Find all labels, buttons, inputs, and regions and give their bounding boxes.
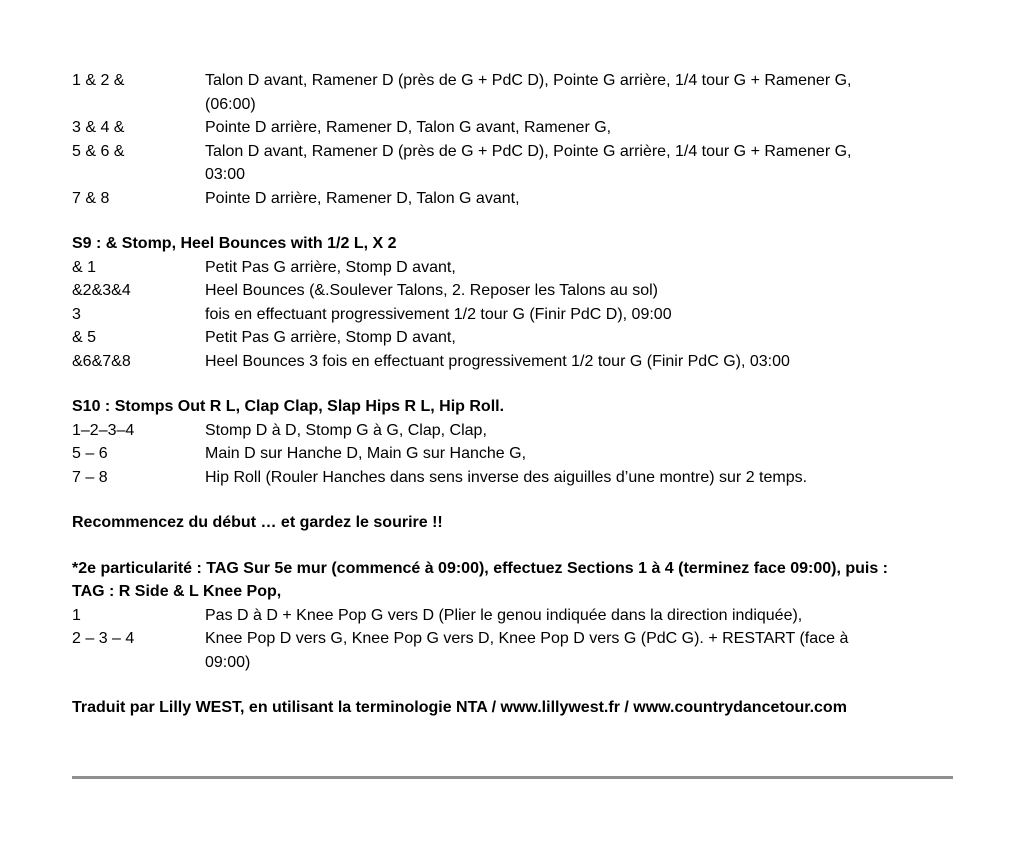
block-spacer xyxy=(72,489,1012,511)
step-count: &2&3&4 xyxy=(72,282,131,299)
block-spacer xyxy=(72,210,1012,232)
step-description: Talon D avant, Ramener D (près de G + PdC D), Pointe G arrière, 1/4 tour G + Ramener G, xyxy=(205,72,852,89)
step-description-continuation: (06:00) xyxy=(205,95,256,113)
bottom-divider xyxy=(72,776,953,779)
step-row xyxy=(72,69,1012,93)
step-description: Petit Pas G arrière, Stomp D avant, xyxy=(205,329,456,346)
step-description: Pointe D arrière, Ramener D, Talon G avant, xyxy=(205,189,520,207)
step-row xyxy=(72,303,1012,327)
step-count: 7 – 8 xyxy=(72,468,108,486)
step-count: 2 – 3 – 4 xyxy=(72,630,135,647)
section-heading: Recommencez du début … et gardez le sourire !! xyxy=(72,514,443,531)
step-description: Hip Roll (Rouler Hanches dans sens inverse des aiguilles d’une montre) sur 2 temps. xyxy=(205,468,808,486)
step-description: Main D sur Hanche D, Main G sur Hanche G, xyxy=(205,445,527,462)
step-row xyxy=(72,350,1012,374)
step-description-continuation: 03:00 xyxy=(205,166,246,183)
step-count: 5 & 6 & xyxy=(72,142,125,160)
step-description: Petit Pas G arrière, Stomp D avant, xyxy=(205,258,456,276)
section-heading: S10 : Stomps Out R L, Clap Clap, Slap Hips R L, Hip Roll. xyxy=(72,398,505,415)
step-description: Heel Bounces 3 fois en effectuant progressivement 1/2 tour G (Finir PdC G), 03:00 xyxy=(205,352,790,370)
step-description: Heel Bounces (&.Soulever Talons, 2. Reposer les Talons au sol) xyxy=(205,282,658,299)
step-continuation-row xyxy=(72,651,1012,675)
step-description: Pas D à D + Knee Pop G vers D (Plier le genou indiquée dans la direction indiquée), xyxy=(205,606,803,624)
dance-step-sheet xyxy=(72,69,1012,720)
block-spacer xyxy=(72,674,1012,696)
step-count: 3 xyxy=(72,305,81,323)
step-row xyxy=(72,627,1012,651)
step-description: fois en effectuant progressivement 1/2 tour G (Finir PdC D), 09:00 xyxy=(205,305,672,323)
section-heading: Traduit par Lilly WEST, en utilisant la terminologie NTA / www.lillywest.fr / www.countrydancetour.com xyxy=(72,699,847,716)
step-row xyxy=(72,187,1012,211)
step-count: 1–2–3–4 xyxy=(72,421,135,439)
step-description: Stomp D à D, Stomp G à G, Clap, Clap, xyxy=(205,421,487,439)
step-count-empty xyxy=(72,93,205,117)
block-spacer xyxy=(72,373,1012,395)
section-heading: *2e particularité : TAG Sur 5e mur (commencé à 09:00), effectuez Sections 1 à 4 (terminez face 09:00), puis : xyxy=(72,559,888,577)
step-count: 1 & 2 & xyxy=(72,72,125,89)
step-row xyxy=(72,256,1012,280)
step-row xyxy=(72,466,1012,490)
step-description: Pointe D arrière, Ramener D, Talon G avant, Ramener G, xyxy=(205,119,612,136)
step-row xyxy=(72,326,1012,350)
step-description: Talon D avant, Ramener D (près de G + PdC D), Pointe G arrière, 1/4 tour G + Ramener G, xyxy=(205,142,852,160)
section-heading: TAG : R Side & L Knee Pop, xyxy=(72,583,282,600)
step-count: 7 & 8 xyxy=(72,189,110,207)
step-count-empty xyxy=(72,651,205,675)
step-description-continuation: 09:00) xyxy=(205,653,251,671)
step-continuation-row xyxy=(72,93,1012,117)
step-count: 5 – 6 xyxy=(72,445,108,462)
section-heading: S9 : & Stomp, Heel Bounces with 1/2 L, X 2 xyxy=(72,235,397,252)
step-description: Knee Pop D vers G, Knee Pop G vers D, Knee Pop D vers G (PdC G). + RESTART (face à xyxy=(205,630,849,647)
step-count: &6&7&8 xyxy=(72,352,131,370)
step-row xyxy=(72,604,1012,628)
step-row xyxy=(72,140,1012,164)
step-continuation-row xyxy=(72,163,1012,187)
step-row xyxy=(72,116,1012,140)
step-row xyxy=(72,279,1012,303)
step-count: 1 xyxy=(72,606,81,624)
step-row xyxy=(72,442,1012,466)
step-row xyxy=(72,419,1012,443)
step-count: & 5 xyxy=(72,329,97,346)
step-count: & 1 xyxy=(72,258,97,276)
block-spacer xyxy=(72,535,1012,557)
step-count-empty xyxy=(72,163,205,187)
step-count: 3 & 4 & xyxy=(72,119,125,136)
